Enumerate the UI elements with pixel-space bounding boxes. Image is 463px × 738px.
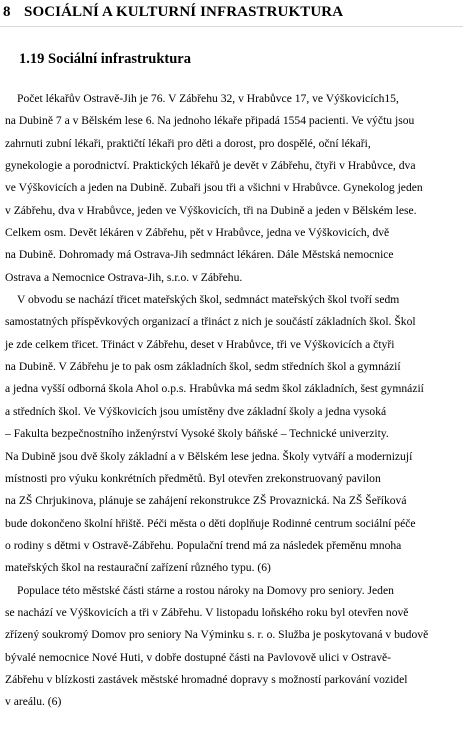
- text-line: gynekologie a porodnictví. Praktických lékařů je devět v Zábřehu, čtyři v Hrabůvce, dva: [5, 159, 416, 173]
- text-line: se nachází ve Výškovicích a tři v Zábřehu. V listopadu loňského roku byl otevřen nově: [5, 605, 409, 619]
- text-line: Zábřehu v blízkosti zastávek městské hromadné dopravy s možností parkování vozidel: [5, 672, 408, 686]
- text-line: místnosti pro výuku konkrétních předmětů. Byl otevřen zrekonstruovaný pavilon: [5, 471, 381, 485]
- text-line: Populace této městské části stárne a rostou nároky na Domovy pro seniory. Jeden: [17, 583, 394, 597]
- text-line: ve Výškovicích a jeden na Dubině. Zubaři jsou tři a všichni v Hrabůvce. Gynekolog jeden: [5, 181, 423, 195]
- text-line: na Dubině. Dohromady má Ostrava-Jih sedmnáct lékáren. Dále Městská nemocnice: [5, 248, 394, 262]
- text-line: na Dubině 7 a v Bělském lese 6. Na jednoho lékaře připadá 1554 pacienti. Ve výčtu jsou: [5, 114, 415, 128]
- chapter-heading: [0, 0, 463, 24]
- body-text: [5, 88, 463, 714]
- text-line: v areálu. (6): [5, 695, 62, 709]
- chapter-title-text: SOCIÁLNÍ A KULTURNÍ INFRASTRUKTURA: [24, 4, 344, 20]
- text-line: na Dubině. V Zábřehu je to pak osm základních škol, sedm středních škol a gymnázií: [5, 360, 401, 374]
- text-line: Celkem osm. Devět lékáren v Zábřehu, pět v Hrabůvce, jedna ve Výškovicích, dvě: [5, 226, 390, 240]
- section-heading: 1.19 Sociální infrastruktura: [19, 51, 191, 67]
- text-line: Počet lékařův Ostravě-Jih je 76. V Zábřehu 32, v Hrabůvce 17, ve Výškovicích15,: [17, 92, 399, 105]
- paragraph-seniors: [5, 580, 463, 714]
- text-line: o rodiny s dětmi v Ostravě-Zábřehu. Populační trend má za následek přeměnu mnoha: [5, 538, 402, 552]
- text-line: Ostrava a Nemocnice Ostrava-Jih, s.r.o. v Zábřehu.: [5, 270, 243, 284]
- text-line: samostatných příspěvkových organizací a třináct z nich je součástí základních škol. Škol: [5, 315, 416, 329]
- paragraph-education: [5, 289, 463, 579]
- paragraph-healthcare: [5, 88, 463, 289]
- text-line: Na Dubině jsou dvě školy základní a v Bělském lese jedna. Školy vytváří a modernizují: [5, 449, 413, 463]
- heading-divider: [0, 26, 463, 27]
- text-line: na ZŠ Chrjukinova, plánuje se zahájení rekonstrukce ZŠ Provaznická. Na ZŠ Šeříková: [5, 494, 407, 508]
- text-line: je zde celkem třicet. Třináct v Zábřehu, deset v Hrabůvce, tři ve Výškovicích a čtyři: [5, 337, 395, 351]
- text-line: bývalé nemocnice Nové Huti, v dobře dostupné části na Pavlovově ulici v Ostravě-: [5, 650, 392, 664]
- text-line: a jedna vyšší odborná škola Ahol o.p.s. Hrabůvka má sedm škol základních, šest gymnázií: [5, 382, 424, 396]
- chapter-number: 8: [3, 4, 11, 20]
- text-line: mateřských škol na restaurační zařízení různého typu. (6): [5, 561, 271, 575]
- text-line: V obvodu se nachází třicet mateřských škol, sedmnáct mateřských škol tvoří sedm: [17, 293, 400, 307]
- text-line: a středních škol. Ve Výškovicích jsou umístěny dve základní školy a jedna vysoká: [5, 404, 387, 418]
- text-line: bude dokončeno školní hřiště. Péči města o děti doplňuje Rodinné centrum sociální péče: [5, 516, 416, 530]
- text-line: zahrnuti zubní lékaři, praktičtí lékaři pro děti a dorost, pro dospělé, oční lékaři,: [5, 136, 371, 150]
- text-line: v Zábřehu, dva v Hrabůvce, jeden ve Výškovicích, tři na Dubině a jeden v Bělském lese.: [5, 203, 417, 217]
- text-line: – Fakulta bezpečnostního inženýrství Vysoké školy báňské – Technické univerzity.: [5, 427, 389, 441]
- text-line: zřízený soukromý Domov pro seniory Na Výminku s. r. o. Služba je poskytovaná v budově: [5, 628, 429, 642]
